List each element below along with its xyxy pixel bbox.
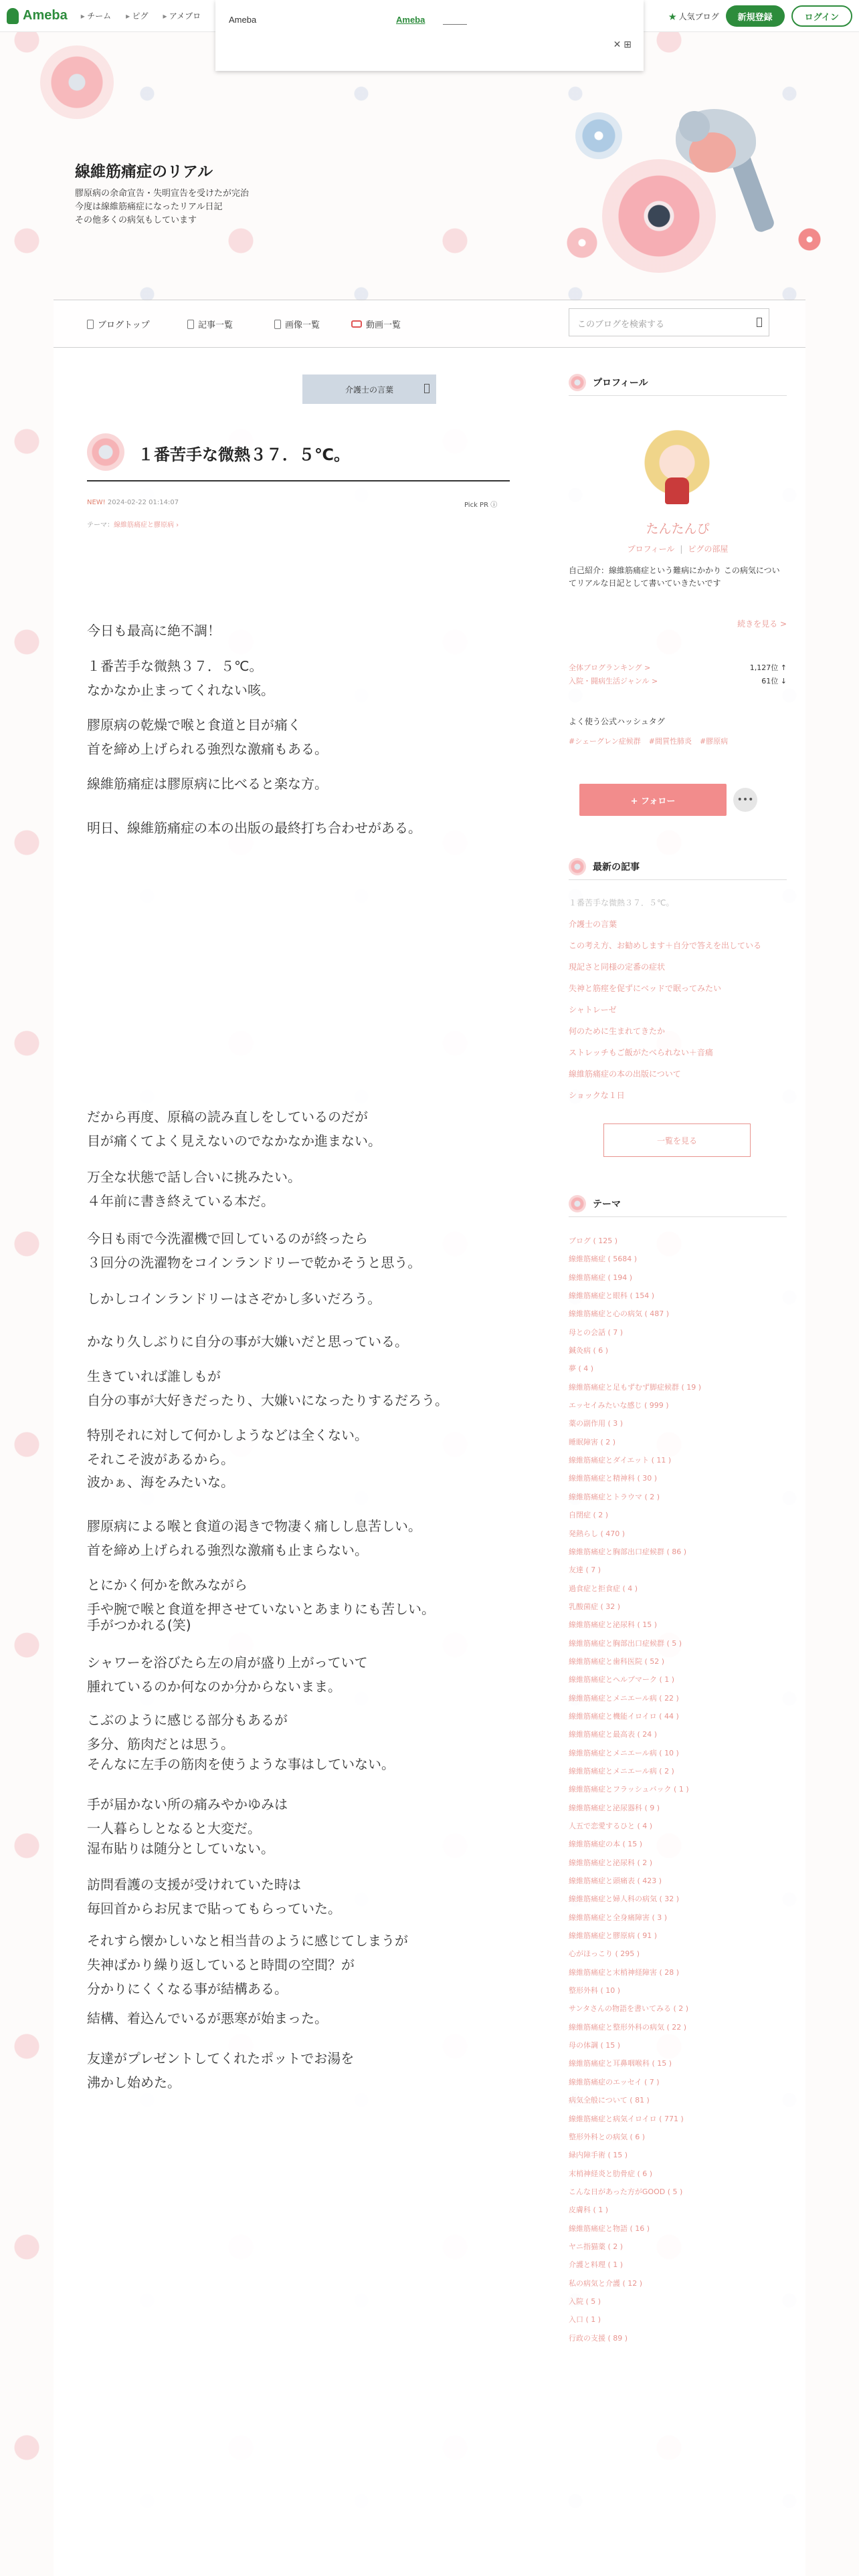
theme-item[interactable]: こんな日があった方がGOOD ( 5 ) (569, 2187, 683, 2196)
popup-link[interactable]: Ameba (396, 15, 425, 25)
ranking-value: 1,127位 ↑ (749, 663, 787, 672)
theme-item[interactable]: 緑内障手術 ( 15 ) (569, 2151, 628, 2160)
article-line: 多分、筋肉だとは思う。 (87, 1736, 234, 1752)
article-paragraph (87, 1226, 515, 1275)
article-line: 友達がプレゼントしてくれたポットでお湯を (87, 2050, 355, 2066)
top-right-actions (668, 5, 852, 27)
article-line: だから再度、原稿の読み直しをしているのだが (87, 1109, 368, 1125)
theme-item[interactable]: 過食症と拒食症 ( 4 ) (569, 1584, 638, 1593)
article-line: ３回分の洗濯物をコインランドリーで乾かそうと思う。 (87, 1255, 421, 1271)
theme-item[interactable]: 母の体調 ( 15 ) (569, 2041, 621, 2050)
theme-item[interactable]: 友達 ( 7 ) (569, 1566, 601, 1575)
article-line: 手や腕で喉と食道を押させていないとあまりにも苦しい。 (87, 1601, 435, 1617)
article-line: 一人暮らしとなると大変だ。 (87, 1820, 261, 1836)
latest-article-item[interactable]: 線維筋痛症の本の出版について (569, 1069, 681, 1079)
top-nav-pigg[interactable]: ▸ ピグ (126, 10, 148, 21)
theme-item[interactable]: 線維筋痛症と末梢神経障害 ( 28 ) (569, 1967, 680, 1977)
article-line: 毎回首からお尻まで貼ってもらっていた。 (87, 1901, 341, 1917)
header-flower-decoration (602, 159, 716, 273)
theme-item[interactable]: 心がほっこり ( 295 ) (569, 1949, 640, 1959)
hashtag-item[interactable]: #シェーグレン症候群 (569, 737, 641, 746)
profile-links (550, 543, 805, 554)
article-paragraph (87, 2006, 515, 2030)
article-paragraph (87, 619, 515, 643)
theme-item[interactable]: 線維筋痛症の本 ( 15 ) (569, 1840, 643, 1849)
avatar-dress (665, 477, 689, 504)
article-line: 手がつかれる(笑) (87, 1617, 191, 1633)
theme-item[interactable]: 線維筋痛症のエッセイ ( 7 ) (569, 2077, 660, 2086)
theme-item[interactable]: 行政の支援 ( 89 ) (569, 2333, 628, 2343)
article-line: 明日、線維筋痛症の本の出版の最終打ち合わせがある。 (87, 820, 421, 836)
latest-article-item[interactable]: シャトレーゼ (569, 1005, 617, 1014)
hashtag-item[interactable]: #膠原病 (699, 737, 729, 746)
theme-item[interactable]: ヤニ指猫薬 ( 2 ) (569, 2242, 624, 2251)
theme-item[interactable]: 線維筋痛症と耳鼻咽喉科 ( 15 ) (569, 2059, 672, 2068)
latest-article-item[interactable]: 失神と筋痙を促ずにベッドで眠ってみたい (569, 984, 722, 993)
page-icon (87, 320, 94, 329)
register-button[interactable]: 新規登録 (726, 5, 785, 27)
article-line: しかしコインランドリーはさぞかし多いだろう。 (87, 1291, 381, 1307)
theme-item[interactable]: 線維筋痛症とメニエール病 ( 10 ) (569, 1748, 679, 1757)
theme-item[interactable]: 線維筋痛症と機能イロイロ ( 44 ) (569, 1711, 679, 1721)
blog-header (0, 32, 859, 300)
article-paragraph (87, 1423, 515, 1471)
blog-navbar (54, 300, 805, 348)
hashtag-list (569, 736, 728, 746)
link-separator: | (680, 544, 683, 554)
latest-article-item[interactable]: 何のために生まれてきたか (569, 1027, 666, 1036)
article-paragraph (87, 1708, 515, 1756)
theme-item[interactable]: 母との会話 ( 7 ) (569, 1327, 624, 1337)
nav-label: 画像一覧 (285, 320, 320, 330)
theme-label: テーマ： (87, 522, 114, 529)
popup-close-icon[interactable]: ✕ ⊞ (613, 39, 632, 49)
login-button[interactable]: ログイン (791, 5, 852, 27)
theme-item[interactable]: 線維筋痛症とダイエット ( 11 ) (569, 1456, 672, 1465)
theme-item[interactable]: 人五で恋愛するひと ( 4 ) (569, 1822, 653, 1830)
latest-article-item[interactable]: １番苦手な微熱３７．５℃。 (569, 898, 674, 907)
theme-item[interactable]: 入口 ( 1 ) (569, 2315, 601, 2325)
theme-item[interactable]: 線維筋痛症と全身痛障害 ( 3 ) (569, 1913, 668, 1922)
latest-article-item[interactable]: この考え方、お勧めします＋自分で答えを出している (569, 941, 762, 950)
article-line: シャワーを浴びたら左の肩が盛り上がっていて (87, 1654, 368, 1671)
article-meta (87, 499, 179, 506)
search-placeholder: このブログを検索する (577, 320, 665, 330)
profile-name[interactable]: たんたんぴ (646, 522, 710, 536)
article-paragraph (87, 1872, 515, 1921)
nav-blog-top[interactable] (87, 318, 150, 330)
article-line: 膠原病の乾燥で喉と食道と目が痛く (87, 717, 301, 733)
latest-heading (569, 853, 787, 880)
page-icon (187, 320, 194, 329)
theme-item[interactable]: 線維筋痛症 ( 194 ) (569, 1273, 633, 1282)
header-flower-decoration (562, 223, 602, 263)
title-divider (87, 480, 510, 481)
theme-item[interactable]: 線維筋痛症と泌尿器科 ( 9 ) (569, 1803, 660, 1812)
article-line: 万全な状態で話し合いに挑みたい。 (87, 1169, 301, 1185)
article-line: 失神ばかり繰り返していると時間の空間？が (87, 1957, 355, 1973)
theme-item[interactable]: 皮膚科 ( 1 ) (569, 2206, 609, 2215)
crown-icon: ★ (668, 11, 677, 21)
chevron-right-icon: › (174, 522, 179, 529)
latest-heading-label: 最新の記事 (593, 861, 640, 873)
article-line: 沸かし始めた。 (87, 2074, 181, 2090)
theme-item[interactable]: 線維筋痛症と胸部出口症候群 ( 86 ) (569, 1547, 687, 1556)
profile-heading-label: プロフィール (593, 377, 648, 389)
search-icon[interactable] (757, 318, 762, 327)
article-card (54, 348, 550, 2576)
article-line: とにかく何かを飲みながら (87, 1577, 248, 1593)
avatar[interactable] (637, 425, 717, 508)
article-paragraph (87, 1514, 515, 1562)
article-line: 湿布貼りは随分としていない。 (87, 1840, 274, 1856)
latest-article-list (569, 897, 787, 1111)
profile-heading (569, 369, 787, 396)
article-paragraph (87, 1364, 515, 1412)
nav-label: 記事一覧 (198, 320, 233, 330)
theme-item[interactable]: 線維筋痛症とメニエール病 ( 22 ) (569, 1693, 679, 1703)
new-badge: NEW! (87, 499, 106, 506)
theme-item[interactable]: 線維筋痛症とフラッシュバック ( 1 ) (569, 1785, 689, 1794)
theme-item[interactable]: 線維筋痛症と頭痛表 ( 423 ) (569, 1876, 662, 1886)
ameba-logo-icon (7, 8, 19, 24)
latest-article-item[interactable]: 介護士の言葉 (569, 920, 617, 929)
header-flower-decoration (575, 112, 622, 159)
latest-article-item[interactable]: 現記さと同様の定番の症状 (569, 962, 666, 972)
latest-all-button[interactable]: 一覧を見る (603, 1123, 751, 1157)
article-line: 結構、着込んでいるが悪寒が始まった。 (87, 2010, 328, 2026)
article-paragraph (87, 713, 515, 761)
popup-divider (443, 24, 467, 25)
hashtag-item[interactable]: #間質性肺炎 (648, 737, 692, 746)
article-theme (87, 519, 179, 529)
theme-item[interactable]: 線維筋痛症と心の病気 ( 487 ) (569, 1309, 670, 1319)
article-line: 手が届かない所の痛みやかゆみは (87, 1796, 288, 1812)
theme-item[interactable]: 線維筋痛症と膠原病 ( 91 ) (569, 1931, 658, 1941)
article-line: それすら懐かしいなと相当昔のように感じてしまうが (87, 1933, 408, 1949)
article-line: 線維筋痛症は膠原病に比べると楽な方。 (87, 776, 328, 792)
popup-brand: Ameba (229, 15, 257, 25)
video-icon (351, 320, 362, 328)
article-paragraph (87, 1329, 515, 1354)
theme-item[interactable]: 入院 ( 5 ) (569, 2296, 601, 2306)
theme-item[interactable]: 整形外科 ( 10 ) (569, 1986, 621, 1996)
popular-blog-link[interactable] (668, 11, 719, 22)
article-line: 目が痛くてよく見えないのでなかなか進まない。 (87, 1133, 381, 1149)
ranking-label: 全体ブログランキング > (569, 663, 651, 672)
theme-item[interactable]: 線維筋痛症と泌尿科 ( 2 ) (569, 1858, 653, 1867)
article-line: 今日も最高に絶不調！ (87, 623, 221, 639)
nav-video-list[interactable] (351, 318, 401, 330)
article-line: 特別それに対して何かしようなどは全くない。 (87, 1427, 368, 1443)
article-line: なかなか止まってくれない咳。 (87, 682, 274, 698)
theme-item[interactable]: 線維筋痛症と泌尿科 ( 15 ) (569, 1620, 658, 1630)
theme-item[interactable]: 鍼灸病 ( 6 ) (569, 1346, 609, 1356)
profile-more-link[interactable]: 続きを見る > (737, 619, 787, 629)
ameba-logo[interactable] (7, 8, 68, 24)
theme-list (569, 1232, 787, 2347)
hashtag-heading: よく使う公式ハッシュタグ (569, 717, 665, 726)
popular-blog-label: 人気ブログ (678, 11, 719, 21)
flower-icon (569, 1195, 586, 1212)
theme-item[interactable]: 線維筋痛症と物語 ( 16 ) (569, 2224, 650, 2233)
header-flower-decoration (40, 45, 114, 119)
article-paragraph (87, 1792, 515, 1840)
article-paragraph (87, 1105, 515, 1153)
article-paragraph (87, 654, 515, 702)
theme-item[interactable]: 線維筋痛症と眼科 ( 154 ) (569, 1291, 655, 1301)
blog-description-line: 今度は線維筋痛症になったリアル日記 (75, 202, 223, 212)
blog-description-line: その他多くの病気もしています (75, 215, 197, 225)
article-line: 波かぁ、海をみたいな。 (87, 1474, 234, 1490)
theme-item[interactable]: 線維筋痛症とトラウマ ( 2 ) (569, 1492, 660, 1501)
sidebar (550, 348, 805, 2576)
theme-item[interactable]: 自閉症 ( 2 ) (569, 1511, 609, 1520)
theme-item[interactable]: 線維筋痛症と足もずむず脚症候群 ( 19 ) (569, 1382, 702, 1392)
top-nav-team[interactable]: ▸ チーム (81, 10, 111, 21)
theme-item[interactable]: 病気全般について ( 81 ) (569, 2096, 650, 2105)
ranking-label: 入院・闘病生活ジャンル > (569, 677, 658, 685)
latest-article-item[interactable]: ショックな１日 (569, 1091, 625, 1100)
follow-button[interactable]: + フォロー (579, 784, 727, 816)
theme-item[interactable]: サンタさんの物語を書いてみる ( 2 ) (569, 2004, 689, 2014)
ranking-overall[interactable] (569, 662, 787, 673)
theme-item[interactable]: 線維筋痛症と整形外科の病気 ( 22 ) (569, 2022, 687, 2032)
theme-item[interactable]: 末梢神経炎と肋骨症 ( 6 ) (569, 2169, 653, 2178)
theme-item[interactable]: 線維筋痛症とヘルプマーク ( 1 ) (569, 1675, 675, 1685)
theme-item[interactable]: 私の病気と介護 ( 12 ) (569, 2278, 643, 2288)
prev-article-label: 介護士の言葉 (345, 385, 393, 395)
article-paragraph (87, 1613, 515, 1637)
article-line: 今日も雨で今洗濯機で回しているのが終ったら (87, 1230, 368, 1247)
theme-item[interactable]: 発熱らし ( 470 ) (569, 1529, 626, 1538)
article-paragraph (87, 1287, 515, 1311)
article-line: 膠原病による喉と食道の渇きで物凄く痛しし息苦しい。 (87, 1518, 421, 1534)
article-date: 2024-02-22 01:14:07 (107, 499, 179, 506)
article-line: 首を締め上げられる強烈な激痛もある。 (87, 741, 328, 757)
theme-link[interactable]: 線維筋痛症と膠原病 (114, 522, 174, 529)
theme-item[interactable]: 整形外科との病気 ( 6 ) (569, 2132, 646, 2141)
ameba-popup (215, 0, 644, 71)
flower-icon (87, 433, 124, 471)
flower-icon (569, 374, 586, 391)
article-line: こぶのように感じる部分もあるが (87, 1712, 288, 1728)
article-line: 生きていれば誰しもが (87, 1368, 221, 1384)
article-paragraph (87, 1929, 515, 2001)
theme-item[interactable]: ブログ ( 125 ) (569, 1237, 618, 1245)
theme-item[interactable]: 介護と料理 ( 1 ) (569, 2260, 624, 2270)
theme-item[interactable]: 線維筋痛症と最高表 ( 24 ) (569, 1730, 658, 1739)
blog-search-input[interactable] (569, 308, 769, 336)
theme-heading (569, 1190, 787, 1217)
chevron-icon (424, 384, 430, 393)
blog-description-line: 膠原病の余命宣告・失明宣告を受けたが完治 (75, 189, 250, 199)
pig-room-link[interactable]: ピグの部屋 (688, 544, 729, 554)
theme-item[interactable]: 線維筋痛症 ( 5684 ) (569, 1255, 638, 1264)
theme-item[interactable]: 線維筋痛症と病気イロイロ ( 771 ) (569, 2114, 684, 2123)
ameba-logo-text: Ameba (23, 8, 68, 23)
article-paragraph (87, 1836, 515, 1860)
nav-label: 動画一覧 (366, 320, 401, 330)
profile-intro: 自己紹介：線維筋痛症という難病にかかり この病気についてリアルな日記として書いていきたいです (569, 566, 780, 588)
article-line: 腫れているのか何なのか分からないまま。 (87, 1679, 341, 1695)
article-line: そんなに左手の筋肉を使うような事はしていない。 (87, 1756, 395, 1772)
ranking-genre[interactable] (569, 675, 787, 686)
flower-icon (569, 858, 586, 875)
article-line: １番苦手な微熱３７．５℃。 (87, 658, 263, 674)
more-options-icon[interactable]: ••• (733, 788, 757, 812)
article-line: ４年前に書き終えている本だ。 (87, 1193, 274, 1209)
article-paragraph (87, 1650, 515, 1699)
theme-item[interactable]: 睡眠障害 ( 2 ) (569, 1437, 616, 1446)
pick-pr-label[interactable]: Pick PR ⓘ (464, 502, 498, 509)
article-line: 首を締め上げられる強烈な激痛も止まらない。 (87, 1542, 368, 1558)
theme-item[interactable]: 線維筋痛症と胸部出口症候群 ( 5 ) (569, 1638, 682, 1648)
ranking-value: 61位 ↓ (761, 677, 787, 685)
profile-link[interactable]: プロフィール (627, 544, 675, 554)
theme-item[interactable]: 薬の副作用 ( 3 ) (569, 1419, 624, 1428)
article-paragraph (87, 1470, 515, 1494)
bird-illustration (679, 111, 710, 142)
article-paragraph (87, 816, 515, 840)
nav-label: ブログトップ (98, 320, 150, 330)
latest-article-item[interactable]: ストレッチもご飯がたべられない＋音痛 (569, 1048, 713, 1057)
theme-item[interactable]: 線維筋痛症と歯科医院 ( 52 ) (569, 1656, 665, 1666)
top-nav-ameblo[interactable]: ▸ アメブロ (163, 10, 201, 21)
article-paragraph (87, 1752, 515, 1776)
nav-article-list[interactable] (187, 318, 233, 330)
theme-item[interactable]: 線維筋痛症と精神科 ( 30 ) (569, 1474, 658, 1483)
article-line: 自分の事が大好きだったり、大嫌いになったりするだろう。 (87, 1392, 448, 1408)
top-nav (81, 10, 201, 21)
article-paragraph (87, 2046, 515, 2095)
theme-item[interactable]: エッセイみたいな感じ ( 999 ) (569, 1401, 669, 1410)
image-icon (274, 320, 281, 329)
theme-item[interactable]: 夢 ( 4 ) (569, 1364, 594, 1374)
blog-description (75, 187, 249, 227)
article-line: 分かりにくくなる事が結構ある。 (87, 1981, 288, 1997)
theme-heading-label: テーマ (593, 1198, 621, 1210)
header-flower-decoration (796, 226, 823, 253)
article-line: かなり久しぶりに自分の事が大嫌いだと思っている。 (87, 1333, 408, 1350)
nav-image-list[interactable] (274, 318, 320, 330)
theme-item[interactable]: 線維筋痛症とメニエール病 ( 2 ) (569, 1766, 674, 1776)
article-paragraph (87, 1165, 515, 1213)
article-title[interactable]: １番苦手な微熱３７．５℃。 (138, 445, 351, 464)
prev-article-button[interactable] (302, 374, 436, 404)
theme-item[interactable]: 乳酸菌症 ( 32 ) (569, 1602, 621, 1611)
article-paragraph (87, 772, 515, 796)
article-line: それこそ波があるから。 (87, 1451, 234, 1467)
article-line: 訪問看護の支援が受けれていた時は (87, 1876, 301, 1893)
blog-title[interactable]: 線維筋痛症のリアル (75, 163, 213, 181)
theme-item[interactable]: 線維筋痛症と婦人科の病気 ( 32 ) (569, 1895, 680, 1904)
